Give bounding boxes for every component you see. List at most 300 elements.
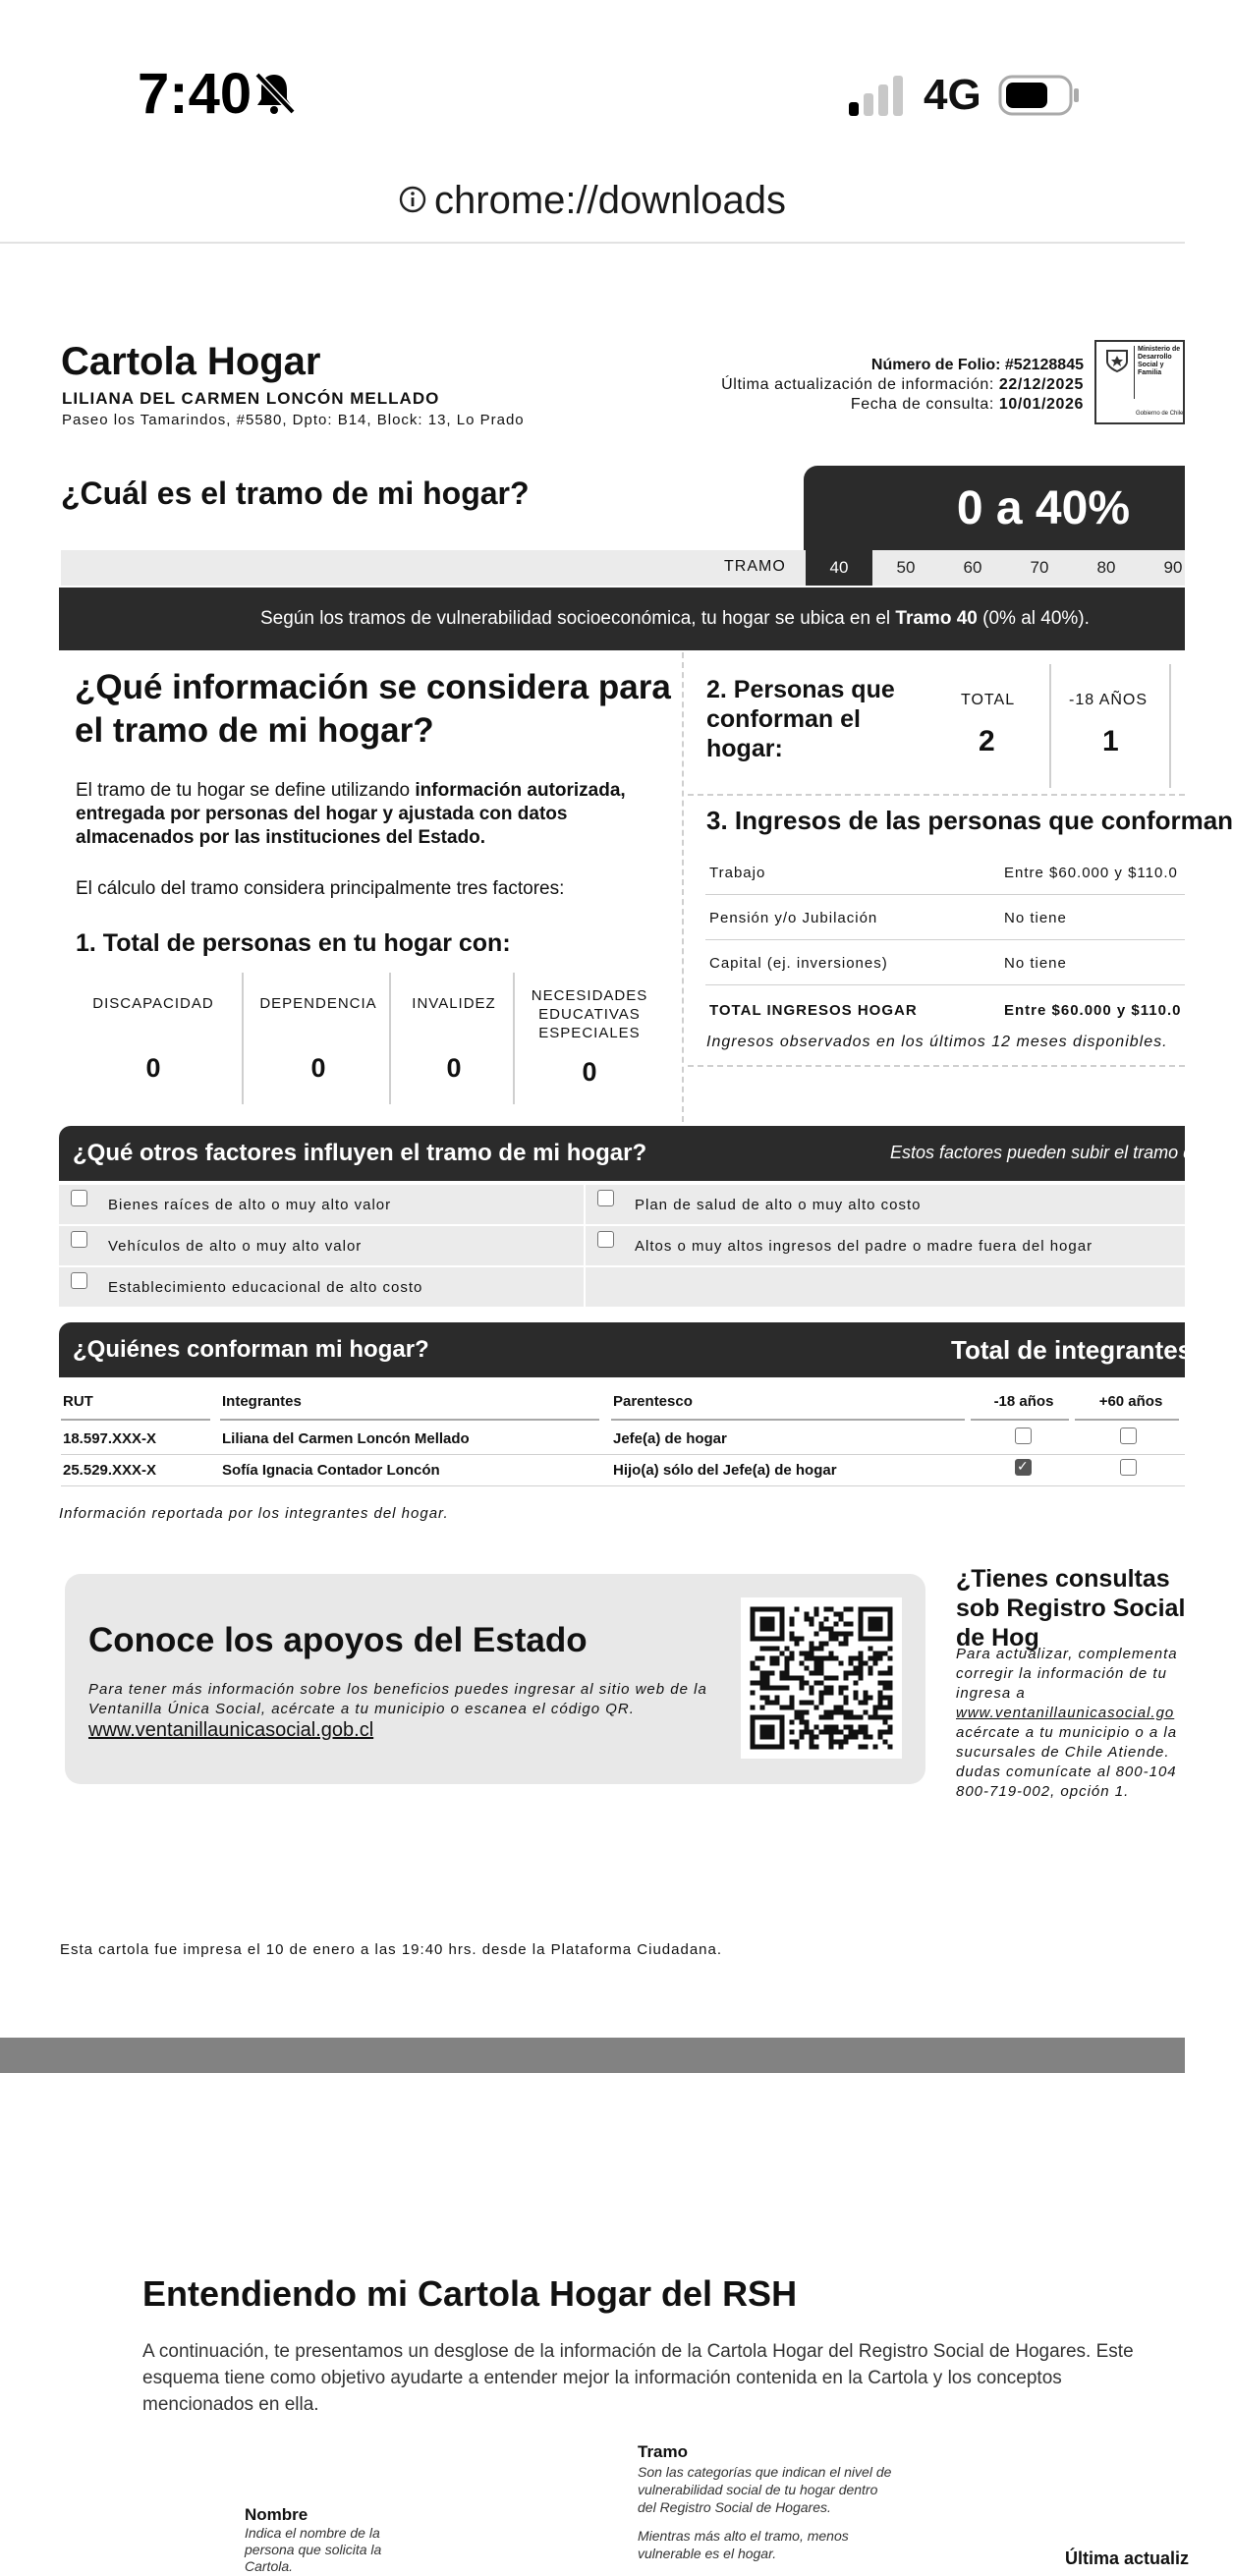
page2-nombre-desc: Indica el nombre de la persona que solicita la Cartola. xyxy=(245,2525,382,2574)
otros-checkbox[interactable] xyxy=(71,1272,87,1289)
qr-module xyxy=(765,1686,770,1691)
qr-module xyxy=(824,1642,829,1647)
qr-module xyxy=(790,1617,795,1622)
qr-module xyxy=(760,1681,765,1686)
qr-module xyxy=(775,1647,780,1652)
qr-module xyxy=(854,1691,859,1696)
qr-module xyxy=(810,1691,814,1696)
qr-module xyxy=(751,1681,756,1686)
qr-module xyxy=(839,1706,844,1710)
qr-module xyxy=(878,1617,883,1622)
member-mayor-checkbox[interactable] xyxy=(1120,1459,1137,1476)
qr-module xyxy=(756,1715,760,1720)
otros-item-label: Vehículos de alto o muy alto valor xyxy=(108,1238,363,1255)
qr-module xyxy=(760,1617,765,1622)
qr-module xyxy=(844,1710,849,1715)
qr-module xyxy=(819,1691,824,1696)
qr-module xyxy=(765,1715,770,1720)
qr-module xyxy=(829,1632,834,1637)
qr-module xyxy=(844,1676,849,1681)
qr-module xyxy=(839,1691,844,1696)
qr-module xyxy=(810,1730,814,1735)
qr-module xyxy=(839,1661,844,1666)
qr-module xyxy=(814,1647,819,1652)
qr-module xyxy=(775,1745,780,1750)
qr-module xyxy=(888,1647,893,1652)
qr-module xyxy=(765,1735,770,1740)
qr-module xyxy=(819,1656,824,1661)
qr-module xyxy=(869,1647,873,1652)
qr-module xyxy=(869,1627,873,1632)
qr-module xyxy=(819,1642,824,1647)
qr-module xyxy=(849,1671,854,1676)
qr-module xyxy=(844,1671,849,1676)
qr-module xyxy=(839,1617,844,1622)
update-label: Última actualización de información: xyxy=(721,376,994,393)
qr-module xyxy=(824,1691,829,1696)
qr-module xyxy=(775,1637,780,1642)
shield-icon xyxy=(1104,348,1130,373)
quienes-title: ¿Quiénes conforman mi hogar? xyxy=(73,1336,429,1363)
qr-module xyxy=(839,1686,844,1691)
qr-module xyxy=(888,1696,893,1701)
otros-empty-cell xyxy=(586,1267,1185,1307)
qr-module xyxy=(859,1701,864,1706)
qr-module xyxy=(760,1622,765,1627)
bell-slash-icon xyxy=(250,69,299,118)
qr-module xyxy=(785,1656,790,1661)
qr-module xyxy=(859,1622,864,1627)
gov-text: Gobierno de Chile xyxy=(1136,411,1184,417)
qr-module xyxy=(751,1612,756,1617)
qr-module xyxy=(780,1671,785,1676)
qr-module xyxy=(859,1676,864,1681)
qr-module xyxy=(859,1745,864,1750)
qr-module xyxy=(810,1617,814,1622)
tramo-label: TRAMO xyxy=(724,558,786,575)
qr-module xyxy=(780,1715,785,1720)
qr-module xyxy=(888,1701,893,1706)
qr-module xyxy=(780,1612,785,1617)
quienes-header-cell: -18 años xyxy=(993,1393,1054,1410)
qr-module xyxy=(780,1632,785,1637)
qr-module xyxy=(888,1637,893,1642)
ingreso-row-line xyxy=(705,984,1185,985)
qr-module xyxy=(760,1745,765,1750)
quienes-header-line xyxy=(971,1419,1069,1421)
qr-module xyxy=(770,1637,775,1642)
qr-module xyxy=(756,1637,760,1642)
qr-module xyxy=(824,1715,829,1720)
consultas-text xyxy=(956,1645,1192,1802)
qr-module xyxy=(751,1632,756,1637)
qr-module xyxy=(790,1632,795,1637)
qr-module xyxy=(756,1666,760,1671)
qr-module xyxy=(795,1745,800,1750)
qr-module xyxy=(824,1730,829,1735)
qr-module xyxy=(883,1637,888,1642)
qr-module xyxy=(873,1706,878,1710)
otros-checkbox[interactable] xyxy=(597,1190,614,1206)
cartola-address: Paseo los Tamarindos, #5580, Dpto: B14, Block: 13, Lo Prado xyxy=(62,412,525,428)
qr-module xyxy=(756,1656,760,1661)
qr-code xyxy=(741,1597,902,1759)
qr-module xyxy=(760,1715,765,1720)
qr-module xyxy=(800,1720,805,1725)
qr-module xyxy=(795,1642,800,1647)
cartola-name: LILIANA DEL CARMEN LONCÓN MELLADO xyxy=(62,389,440,408)
cartola-title: Cartola Hogar xyxy=(61,340,321,383)
qr-module xyxy=(751,1607,756,1612)
qr-module xyxy=(765,1671,770,1676)
qr-module xyxy=(780,1735,785,1740)
ingreso-row-line xyxy=(705,939,1185,940)
qr-module xyxy=(834,1656,839,1661)
qr-module xyxy=(859,1617,864,1622)
qr-module xyxy=(805,1730,810,1735)
qr-module xyxy=(873,1745,878,1750)
qr-module xyxy=(869,1696,873,1701)
qr-module xyxy=(800,1661,805,1666)
qr-module xyxy=(859,1632,864,1637)
qr-module xyxy=(785,1706,790,1710)
qr-module xyxy=(780,1740,785,1745)
factor-label: NECESIDADES EDUCATIVAS ESPECIALES xyxy=(531,987,648,1041)
url-text: chrome://downloads xyxy=(434,178,786,222)
otros-checkbox[interactable] xyxy=(71,1231,87,1248)
factor-label: DISCAPACIDAD xyxy=(92,995,214,1012)
qr-module xyxy=(834,1612,839,1617)
qr-module xyxy=(829,1740,834,1745)
otros-title: ¿Qué otros factores influyen el tramo de mi hogar? xyxy=(73,1140,647,1166)
info-icon[interactable] xyxy=(399,179,426,223)
otros-header xyxy=(59,1126,1194,1181)
battery-icon xyxy=(998,75,1081,116)
qr-module xyxy=(883,1686,888,1691)
member-menor-checkbox[interactable] xyxy=(1015,1459,1032,1476)
otros-checkbox[interactable] xyxy=(597,1231,614,1248)
consulta-label: Fecha de consulta: xyxy=(850,396,994,413)
otros-item-label: Bienes raíces de alto o muy alto valor xyxy=(108,1197,392,1213)
quienes-header-cell: Integrantes xyxy=(222,1393,302,1410)
quienes-header-cell: RUT xyxy=(63,1393,93,1410)
member-rut: 18.597.XXX-X xyxy=(63,1430,157,1447)
qr-module xyxy=(780,1627,785,1632)
qr-module xyxy=(888,1745,893,1750)
qr-module xyxy=(780,1676,785,1681)
qr-module xyxy=(751,1666,756,1671)
tramo-value: 0 a 40% xyxy=(956,482,1130,534)
qr-module xyxy=(785,1647,790,1652)
otros-subtitle: Estos factores pueden subir el tramo d xyxy=(890,1143,1194,1162)
qr-module xyxy=(790,1706,795,1710)
qr-module xyxy=(859,1666,864,1671)
qr-module xyxy=(785,1676,790,1681)
qr-module xyxy=(839,1642,844,1647)
qr-module xyxy=(805,1656,810,1661)
qr-module xyxy=(810,1740,814,1745)
personas-menores-label: -18 AÑOS xyxy=(1069,692,1149,708)
qr-module xyxy=(770,1622,775,1627)
url-display[interactable] xyxy=(0,177,1185,223)
apoyos-link[interactable]: www.ventanillaunicasocial.gob.cl xyxy=(88,1719,374,1741)
qr-module xyxy=(810,1642,814,1647)
qr-module xyxy=(883,1706,888,1710)
quienes-header-line xyxy=(61,1419,210,1421)
otros-item-label: Establecimiento educacional de alto costo xyxy=(108,1279,423,1296)
qr-module xyxy=(873,1661,878,1666)
factor-value: 0 xyxy=(582,1057,597,1087)
qr-module xyxy=(834,1730,839,1735)
qr-module xyxy=(795,1740,800,1745)
signal-icon xyxy=(847,75,908,116)
qr-module xyxy=(795,1715,800,1720)
qr-module xyxy=(844,1607,849,1612)
qr-module xyxy=(814,1632,819,1637)
qr-module xyxy=(888,1715,893,1720)
qr-module xyxy=(775,1686,780,1691)
info-paragraph-1 xyxy=(76,779,655,850)
tramo-scale-cell: 90 xyxy=(1163,558,1183,577)
qr-module xyxy=(854,1681,859,1686)
qr-module xyxy=(751,1706,756,1710)
ministry-logo-text: Ministerio de Desarrollo Social y Familia xyxy=(1138,346,1181,376)
qr-module xyxy=(760,1671,765,1676)
ingreso-value: No tiene xyxy=(1004,955,1067,972)
personas-divider-2 xyxy=(1169,664,1171,788)
quienes-header xyxy=(59,1322,1222,1377)
tramo-question: ¿Cuál es el tramo de mi hogar? xyxy=(61,476,530,511)
folio-value: #52128845 xyxy=(1004,357,1084,373)
qr-module xyxy=(854,1735,859,1740)
qr-module xyxy=(873,1637,878,1642)
qr-module xyxy=(878,1652,883,1656)
ingreso-row-line xyxy=(705,894,1185,895)
quienes-header-cell: +60 años xyxy=(1098,1393,1163,1410)
qr-module xyxy=(834,1622,839,1627)
qr-module xyxy=(770,1627,775,1632)
qr-module xyxy=(800,1686,805,1691)
quienes-total: Total de integrantes: 2 xyxy=(951,1335,1222,1365)
ministry-logo xyxy=(1094,340,1185,424)
qr-module xyxy=(790,1696,795,1701)
qr-module xyxy=(770,1730,775,1735)
qr-module xyxy=(824,1617,829,1622)
qr-module xyxy=(780,1617,785,1622)
qr-module xyxy=(839,1710,844,1715)
qr-module xyxy=(873,1715,878,1720)
qr-module xyxy=(864,1725,869,1730)
column-divider xyxy=(682,652,684,1122)
consultas-title: ¿Tienes consultas sob Registro Social de Hog xyxy=(956,1565,1186,1652)
qr-module xyxy=(775,1715,780,1720)
otros-checkbox[interactable] xyxy=(71,1190,87,1206)
qr-module xyxy=(765,1647,770,1652)
info-title: ¿Qué información se considera para el tramo de mi hogar? xyxy=(75,668,671,750)
qr-module xyxy=(888,1706,893,1710)
factor-divider xyxy=(513,973,515,1104)
qr-module xyxy=(814,1735,819,1740)
qr-module xyxy=(844,1686,849,1691)
tramo-scale-cell: 60 xyxy=(963,558,982,577)
qr-module xyxy=(859,1656,864,1661)
qr-module xyxy=(883,1740,888,1745)
qr-module xyxy=(819,1730,824,1735)
qr-module xyxy=(760,1686,765,1691)
qr-module xyxy=(770,1745,775,1750)
qr-module xyxy=(878,1607,883,1612)
qr-module xyxy=(844,1637,849,1642)
qr-module xyxy=(775,1696,780,1701)
qr-module xyxy=(873,1627,878,1632)
qr-module xyxy=(790,1652,795,1656)
qr-module xyxy=(883,1730,888,1735)
qr-module xyxy=(790,1656,795,1661)
qr-module xyxy=(888,1686,893,1691)
qr-module xyxy=(888,1725,893,1730)
qr-module xyxy=(878,1715,883,1720)
page2-intro: A continuación, te presentamos un desglose de la información de la Cartola Hogar del Registro Social de Hogares. Este esquema tiene como objetivo ayudarte a entender mejor la información contenida en la Cartola y los conceptos mencionados en ella. xyxy=(142,2341,1134,2415)
apoyos-title: Conoce los apoyos del Estado xyxy=(88,1621,588,1659)
status-time: 7:40 xyxy=(138,62,252,126)
qr-module xyxy=(819,1681,824,1686)
qr-module xyxy=(829,1735,834,1740)
qr-module xyxy=(883,1720,888,1725)
qr-module xyxy=(859,1627,864,1632)
qr-module xyxy=(765,1745,770,1750)
ingreso-label: Capital (ej. inversiones) xyxy=(709,955,888,972)
apoyos-text: Para tener más información sobre los beneficios puedes ingresar al sitio web de la Ventanilla Única Social, acércate a tu municipio o escanea el código QR. xyxy=(88,1681,707,1717)
qr-module xyxy=(854,1656,859,1661)
qr-module xyxy=(751,1691,756,1696)
qr-module xyxy=(770,1617,775,1622)
qr-module xyxy=(810,1647,814,1652)
qr-module xyxy=(780,1720,785,1725)
qr-module xyxy=(814,1681,819,1686)
qr-module xyxy=(824,1710,829,1715)
qr-module xyxy=(834,1710,839,1715)
ingreso-label: Pensión y/o Jubilación xyxy=(709,910,878,926)
ingreso-label: Trabajo xyxy=(709,865,766,881)
qr-module xyxy=(800,1637,805,1642)
qr-module xyxy=(873,1607,878,1612)
ingresos-note: Ingresos observados en los últimos 12 meses disponibles. xyxy=(706,1034,1168,1050)
qr-module xyxy=(829,1745,834,1750)
qr-module xyxy=(883,1696,888,1701)
qr-module xyxy=(819,1622,824,1627)
qr-module xyxy=(849,1622,854,1627)
quienes-row-line xyxy=(61,1485,1185,1486)
qr-module xyxy=(829,1656,834,1661)
qr-module xyxy=(814,1725,819,1730)
qr-module xyxy=(869,1735,873,1740)
qr-module xyxy=(859,1730,864,1735)
qr-module xyxy=(878,1627,883,1632)
qr-module xyxy=(834,1676,839,1681)
qr-module xyxy=(883,1681,888,1686)
qr-module xyxy=(854,1715,859,1720)
quienes-note: Información reportada por los integrantes del hogar. xyxy=(59,1505,449,1522)
qr-module xyxy=(873,1710,878,1715)
qr-module xyxy=(765,1701,770,1706)
qr-module xyxy=(775,1701,780,1706)
personas-title: 2. Personas que conforman el hogar: xyxy=(706,676,895,762)
personas-menores-value: 1 xyxy=(1102,725,1119,757)
qr-module xyxy=(780,1745,785,1750)
qr-module xyxy=(819,1715,824,1720)
member-mayor-checkbox[interactable] xyxy=(1120,1428,1137,1444)
tramo-banner xyxy=(59,588,1185,650)
qr-module xyxy=(770,1725,775,1730)
qr-module xyxy=(751,1740,756,1745)
qr-module xyxy=(859,1652,864,1656)
qr-module xyxy=(760,1607,765,1612)
consulta-date: 10/01/2026 xyxy=(998,396,1084,413)
qr-module xyxy=(810,1686,814,1691)
folio-label: Número de Folio: xyxy=(870,357,1001,373)
personas-total-value: 2 xyxy=(979,725,995,757)
qr-module xyxy=(780,1725,785,1730)
tramo-scale-cell: 50 xyxy=(896,558,916,577)
qr-module xyxy=(800,1701,805,1706)
qr-module xyxy=(795,1710,800,1715)
qr-module xyxy=(819,1696,824,1701)
qr-module xyxy=(760,1696,765,1701)
qr-module xyxy=(824,1627,829,1632)
qr-module xyxy=(844,1696,849,1701)
qr-module xyxy=(888,1607,893,1612)
qr-module xyxy=(810,1735,814,1740)
qr-module xyxy=(849,1735,854,1740)
quienes-header-line xyxy=(1075,1419,1179,1421)
ingresos-total-value: Entre $60.000 y $110.0 xyxy=(1004,1002,1182,1019)
member-rut: 25.529.XXX-X xyxy=(63,1462,157,1479)
qr-module xyxy=(770,1715,775,1720)
info-paragraph-2: El cálculo del tramo considera principalmente tres factores: xyxy=(76,878,565,899)
qr-module xyxy=(790,1637,795,1642)
qr-module xyxy=(751,1745,756,1750)
qr-module xyxy=(760,1725,765,1730)
qr-module xyxy=(765,1681,770,1686)
qr-module xyxy=(751,1622,756,1627)
qr-module xyxy=(751,1661,756,1666)
qr-module xyxy=(849,1607,854,1612)
qr-module xyxy=(824,1656,829,1661)
qr-module xyxy=(765,1627,770,1632)
qr-module xyxy=(800,1676,805,1681)
qr-module xyxy=(800,1735,805,1740)
qr-module xyxy=(883,1607,888,1612)
qr-module xyxy=(864,1735,869,1740)
qr-module xyxy=(770,1661,775,1666)
qr-module xyxy=(859,1661,864,1666)
qr-module xyxy=(805,1666,810,1671)
qr-module xyxy=(883,1671,888,1676)
member-menor-checkbox[interactable] xyxy=(1015,1428,1032,1444)
qr-module xyxy=(770,1647,775,1652)
qr-module xyxy=(775,1661,780,1666)
qr-module xyxy=(878,1681,883,1686)
consultas-link[interactable]: www.ventanillaunicasocial.go xyxy=(956,1705,1175,1721)
qr-module xyxy=(819,1647,824,1652)
qr-module xyxy=(756,1745,760,1750)
qr-module xyxy=(810,1656,814,1661)
qr-module xyxy=(878,1730,883,1735)
qr-module xyxy=(864,1710,869,1715)
qr-module xyxy=(849,1730,854,1735)
qr-module xyxy=(760,1627,765,1632)
qr-module xyxy=(770,1656,775,1661)
